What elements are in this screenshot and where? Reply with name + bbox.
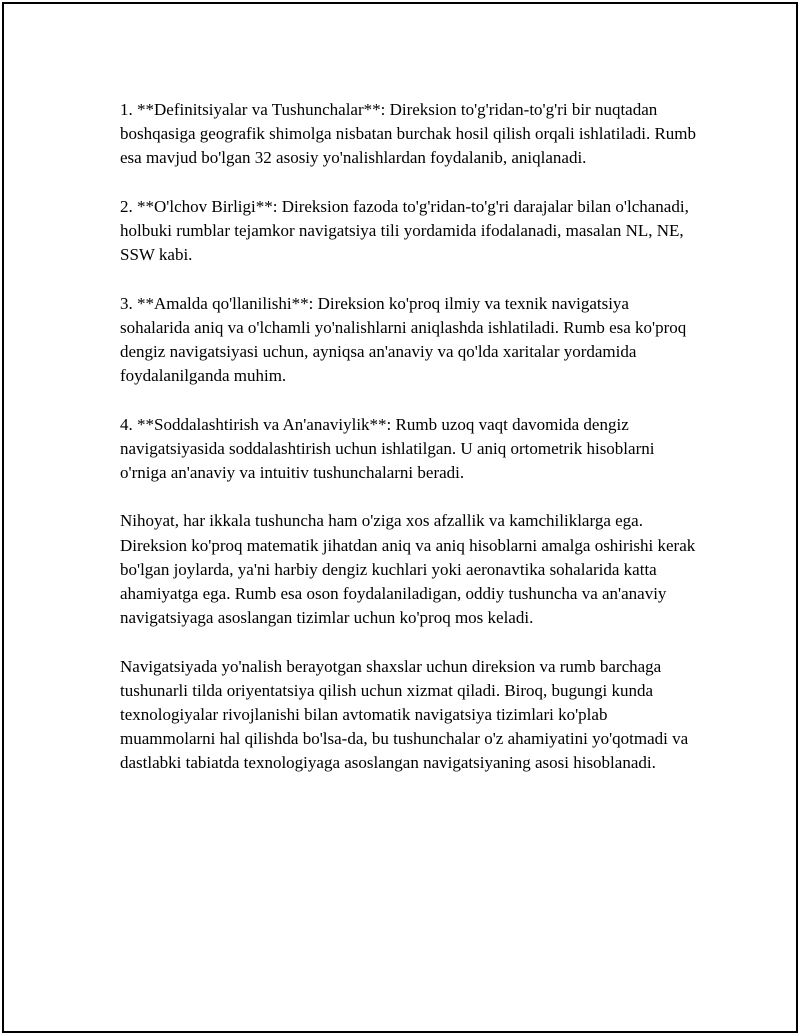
paragraph-definitions: 1. **Definitsiyalar va Tushunchalar**: Direksion to'g'ridan-to'g'ri bir nuqtadan boshqasiga geografik shimolga nisbatan burchak hosil qilish orqali ishlatiladi. Rumb esa mavjud bo'lgan 32 asosiy yo'nalishlardan foydalanib, aniqlanadi. [120,100,697,168]
document-body [120,98,700,776]
paragraph-measurement-unit: 2. **O'lchov Birligi**: Direksion fazoda to'g'ridan-to'g'ri darajalar bilan o'lchanadi, holbuki rumblar tejamkor navigatsiya tili yordamida ifodalanadi, masalan NL, NE, SSW kabi. [120,196,689,265]
paragraph-simplification-tradition: 4. **Soddalashtirish va An'anaviylik**: Rumb uzoq vaqt davomida dengiz navigatsiyasida soddalashtirish uchun ishlatilgan. U aniq ortometrik hisoblarni o'rniga an'anaviy va intuitiv tushunchalarni beradi. [120,414,655,482]
page-border-frame [2,2,798,1033]
paragraph-navigation-summary: Navigatsiyada yo'nalish berayotgan shaxslar uchun direksion va rumb barchaga tushunarli tilda oriyentatsiya qilish uchun xizmat qiladi. Biroq, bugungi kunda texnologiyalar rivojlanishi bilan avtomatik navigatsiya tizimlari ko'plab muammolarni hal qilishda bo'lsa-da, bu tushunchalar o'z ahamiyatini yo'qotmadi va dastlabki tabiatda texnologiyaga asoslangan navigatsiyaning asosi hisoblanadi. [120,656,689,773]
paragraph-conclusion: Nihoyat, har ikkala tushuncha ham o'ziga xos afzallik va kamchiliklarga ega. Direksion ko'proq matematik jihatdan aniq va aniq hisoblarni amalga oshirishi kerak bo'lgan joylarda, ya'ni harbiy dengiz kuchlari yoki aeronavtika sohalarida katta ahamiyatga ega. Rumb esa oson foydalaniladigan, oddiy tushuncha va an'anaviy navigatsiyaga asoslangan tizimlar uchun ko'proq mos keladi. [120,511,696,628]
paragraph-practical-use: 3. **Amalda qo'llanilishi**: Direksion ko'proq ilmiy va texnik navigatsiya sohalarida aniq va o'lchamli yo'nalishlarni aniqlashda ishlatiladi. Rumb esa ko'proq dengiz navigatsiyasi uchun, ayniqsa an'anaviy va qo'lda xaritalar yordamida foydalanilganda muhim. [120,293,687,386]
